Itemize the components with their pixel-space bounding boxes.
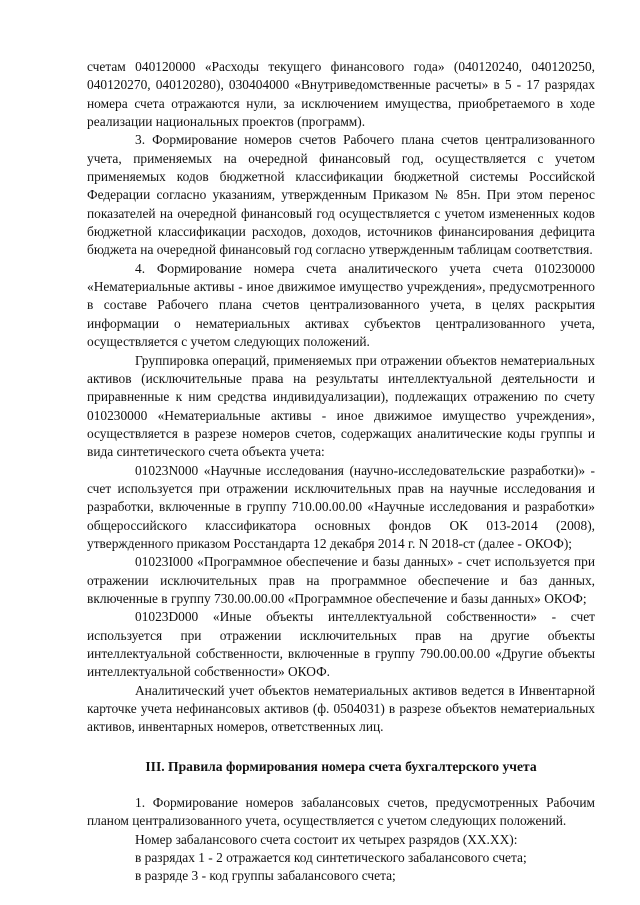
- paragraph-account-i: 01023I000 «Программное обеспечение и базы данных» - счет используется при отражении исключительных прав на программное обеспечение и баз данных, включенные в группу 730.00.00.00 «Программное обеспечение и базы данных» ОКОФ;: [87, 554, 595, 606]
- section-paragraph-4: в разряде 3 - код группы забалансового счета;: [135, 868, 396, 884]
- paragraph-item-3: 3. Формирование номеров счетов Рабочего плана счетов централизованного учета, применяемых на очередной финансовый год, осуществляется с учетом применяемых кодов бюджетной классификации бюджетной системы Российской Федерации согласно указаниям, утвержденным Приказом № 85н. При этом перенос показателей на очередной финансовый год осуществляется с учетом измененных кодов бюджетной классификации расходов, доходов, источников финансирования дефицита бюджета на очередной финансовый год согласно утвержденным таблицам соответствия.: [87, 132, 595, 258]
- paragraph-continuation: счетам 040120000 «Расходы текущего финансового года» (040120240, 040120250, 040120270, 040120280), 030404000 «Внутриведомственные расчеты» в 5 - 17 разрядах номера счета отражаются нули, за исключением имущества, приобретаемого в ходе реализации национальных проектов (программ).: [87, 59, 595, 130]
- section-paragraph-3: в разрядах 1 - 2 отражается код синтетического забалансового счета;: [135, 850, 527, 866]
- paragraph-item-4: 4. Формирование номера счета аналитического учета счета 010230000 «Нематериальные активы - иное движимое имущество учреждения», предусмотренного в составе Рабочего плана счетов централизованного учета, в целях раскрытия информации о нематериальных активах субъектов централизованного учета, осуществляется с учетом следующих положений.: [87, 260, 595, 350]
- paragraph-account-n: 01023N000 «Научные исследования (научно-исследовательские разработки)» - счет используется при отражении исключительных прав на научные исследования и разработки, включенные в группу 710.00.00.00 «Научные исследования и разработки» общероссийского классификатора основных фондов ОК 013-2014 (2008), утвержденного приказом Росстандарта 12 декабря 2014 г. N 2018-ст (далее - ОКОФ);: [87, 462, 595, 551]
- section-paragraph-2: Номер забалансового счета состоит их четырех разрядов (XX.XX):: [135, 831, 518, 847]
- section-paragraph-1: 1. Формирование номеров забалансовых счетов, предусмотренных Рабочим планом централизованного учета, осуществляется с учетом следующих положений.: [87, 795, 595, 829]
- paragraph-account-d: 01023D000 «Иные объекты интеллектуальной собственности» - счет используется при отражении исключительных прав на другие объекты интеллектуальной собственности, включенные в группу 790.00.00.00 «Другие объекты интеллектуальной собственности» ОКОФ.: [87, 609, 595, 680]
- document-page: [87, 58, 595, 886]
- paragraph-grouping: Группировка операций, применяемых при отражении объектов нематериальных активов (исключительные права на результаты интеллектуальной деятельности и приравненные к ним средства индивидуализации), подлежащих отражению по счету 010230000 «Нематериальные активы - иное движимое имущество учреждения», осуществляется в разрезе номеров счетов, содержащих аналитические коды группы и вида синтетического счета объекта учета:: [87, 352, 595, 460]
- section-heading: III. Правила формирования номера счета бухгалтерского учета: [145, 758, 537, 774]
- paragraph-analytical: Аналитический учет объектов нематериальных активов ведется в Инвентарной карточке учета нефинансовых активов (ф. 0504031) в разрезе объектов нематериальных активов, инвентарных номеров, ответственных лиц.: [87, 682, 595, 735]
